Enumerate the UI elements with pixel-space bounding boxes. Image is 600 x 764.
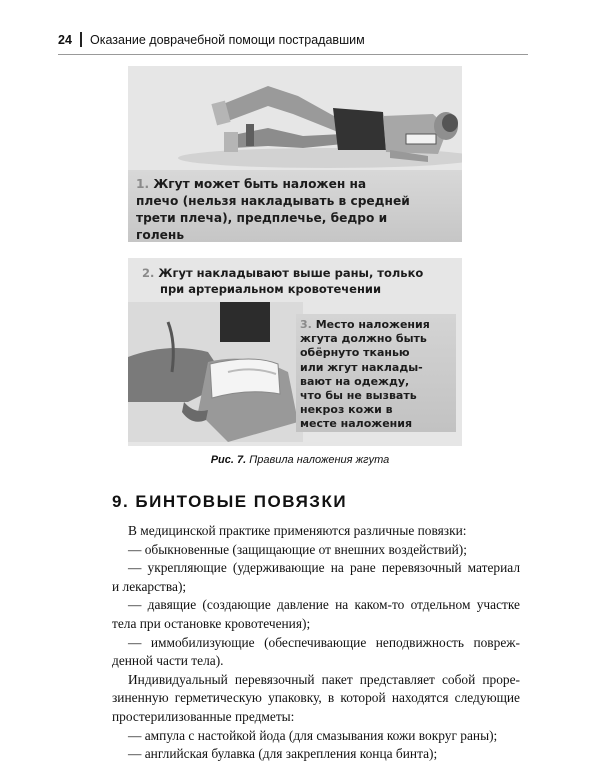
list-item-continuation: тела при остановке кровотечения);: [112, 615, 311, 631]
caption-text: Правила наложения жгута: [249, 454, 390, 466]
panel-1-text: [136, 176, 454, 244]
panel-1-line-3: трети плеча), предплечье, бедро и: [136, 211, 388, 225]
panel-3-line-8: месте наложения: [300, 417, 413, 431]
panel-3-line-4: или жгут наклады-: [300, 360, 423, 374]
panel-3-line-6: что бы не вызвать: [300, 389, 417, 403]
panel-3-line-5: вают на одежду,: [300, 374, 410, 388]
body-text: [112, 522, 520, 764]
list-item: — английская булавка (для закрепления конца бинта);: [128, 746, 438, 762]
paragraph-continuation: зиненную герметическую упаковку, в которой находятся следующие: [112, 690, 520, 706]
tourniquet-on-leg-illustration: [128, 302, 303, 442]
figure-panel-2: [128, 258, 462, 446]
panel-3-text: [300, 318, 452, 432]
panel-3-line-2: жгута должно быть: [300, 332, 427, 346]
header-rule: [58, 54, 528, 55]
panel-2-number: 2.: [142, 266, 155, 280]
panel-1-line-2: плечо (нельзя накладывать в средней: [136, 194, 410, 208]
list-item: — иммобилизующие (обеспечивающие неподвижность повреж-: [128, 634, 520, 650]
section-heading: 9. БИНТОВЫЕ ПОВЯЗКИ: [112, 492, 348, 511]
figure-panel-1: [128, 66, 462, 242]
caption-label: Рис. 7.: [210, 454, 247, 466]
list-item-continuation: и лекарства);: [112, 578, 187, 594]
panel-3-line-3: обёрнуто тканью: [300, 346, 410, 360]
panel-2-line-1: 2. Жгут накладывают выше раны, только: [142, 266, 424, 280]
paragraph: Индивидуальный перевязочный пакет представляет собой проре-: [128, 671, 520, 687]
paragraph: В медицинской практике применяются различные повязки:: [128, 523, 467, 538]
page-number: 24: [58, 33, 72, 47]
running-header: [58, 30, 528, 50]
person-lying-illustration: [128, 66, 462, 170]
list-item: — укрепляющие (удерживающие на ране перевязочный материал: [128, 560, 520, 576]
panel-2-text: [142, 266, 452, 297]
figure-caption: [0, 454, 600, 466]
panel-1-line-1: 1. Жгут может быть наложен на: [136, 177, 367, 191]
list-item-continuation: денной части тела).: [112, 653, 224, 669]
list-item: — обыкновенные (защищающие от внешних воздействий);: [128, 541, 467, 557]
running-title: Оказание доврачебной помощи пострадавшим: [90, 33, 365, 47]
panel-1-number: 1.: [136, 177, 150, 191]
list-item: — ампула с настойкой йода (для смазывания кожи вокруг раны);: [128, 727, 498, 743]
panel-2-line-2: при артериальном кровотечении: [160, 281, 382, 296]
panel-3-line-7: некроз кожи в: [300, 403, 393, 417]
list-item: — давящие (создающие давление на каком-то отдельном участке: [128, 597, 520, 613]
panel-1-line-4: голень: [136, 228, 185, 242]
panel-3-number: 3.: [300, 318, 312, 331]
panel-3-line-1: 3. Место наложения: [300, 318, 430, 331]
header-divider: [80, 32, 82, 47]
paragraph-continuation: простерилизованные предметы:: [112, 708, 295, 724]
